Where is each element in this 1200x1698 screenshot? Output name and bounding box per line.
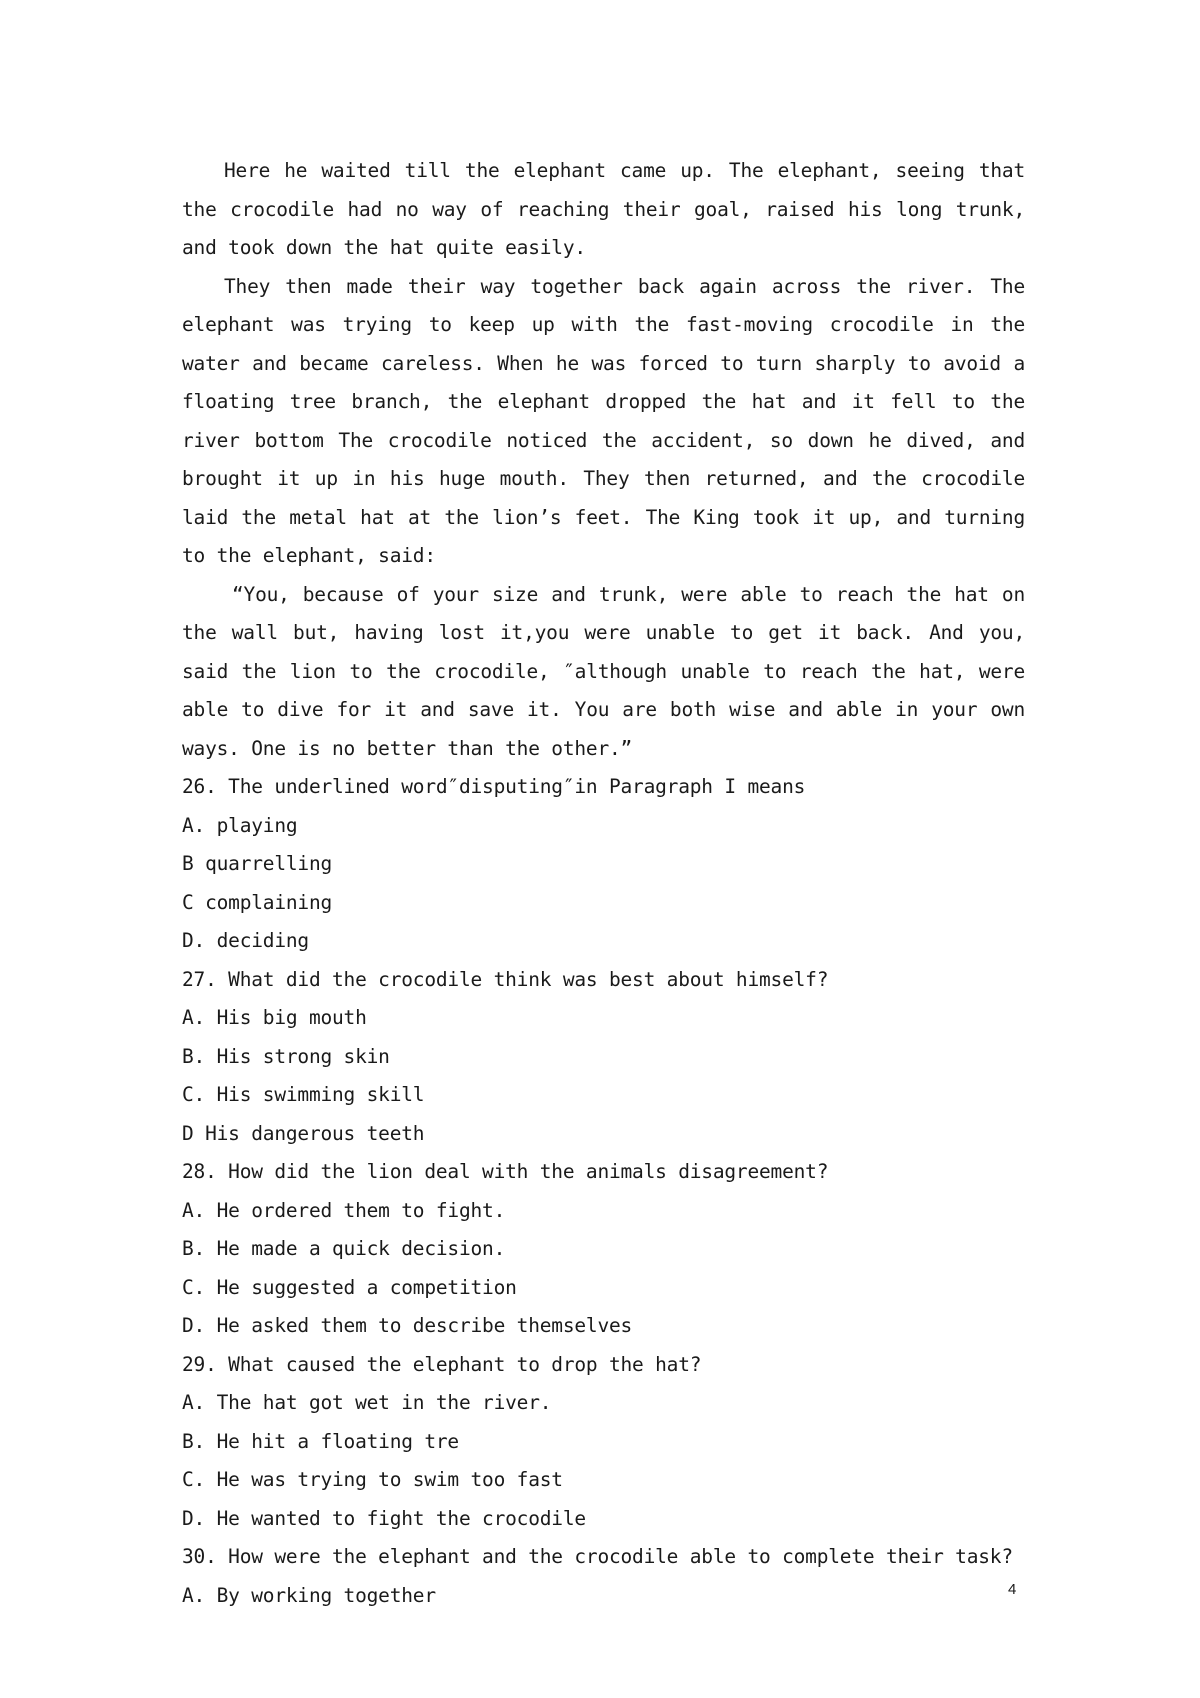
answer-option: D. He wanted to fight the crocodile (182, 1506, 586, 1530)
answer-option: C complaining (182, 890, 333, 914)
answer-option: C. He suggested a competition (182, 1275, 517, 1299)
question-30 (182, 1538, 1025, 1615)
answer-option: D. deciding (182, 929, 309, 952)
answer-option: B quarrelling (182, 852, 333, 875)
answer-option: D. He asked them to describe themselves (182, 1314, 633, 1337)
answer-option: A. His big mouth (182, 1006, 367, 1029)
question-stem: 27. What did the crocodile think was best about himself? (182, 967, 829, 991)
question-27 (182, 961, 1025, 1154)
answer-option: A. The hat got wet in the river. (182, 1391, 552, 1414)
answer-option: B. He made a quick decision. (182, 1237, 506, 1260)
answer-option: A. He ordered them to fight. (182, 1198, 506, 1222)
question-stem: 29. What caused the elephant to drop the hat? (182, 1352, 702, 1376)
question-29 (182, 1346, 1025, 1539)
question-stem: 28. How did the lion deal with the animals disagreement? (182, 1160, 829, 1183)
story-paragraph-2: They then made their way together back again across the river. The elephant was trying to keep up with the fast-moving crocodile in the water and became careless. When he was forced to turn sharply to avoid a floating tree branch, the elephant dropped the hat and it fell to the river bottom The crocodile noticed the accident, so down he dived, and brought it up in his huge mouth. They then returned, and the crocodile laid the metal hat at the lion’s feet. The King took it up, and turning to the elephant, said: (182, 274, 1025, 567)
answer-option: D His dangerous teeth (182, 1121, 425, 1145)
question-28 (182, 1153, 1025, 1346)
page-content (182, 152, 1025, 1615)
question-stem: 26. The underlined word″disputing″in Paragraph I means (182, 775, 806, 798)
question-26 (182, 768, 1025, 961)
story-paragraph-1: Here he waited till the elephant came up. The elephant, seeing that the crocodile had no way of reaching their goal, raised his long trunk, and took down the hat quite easily. (182, 159, 1025, 259)
answer-option: B. His strong skin (182, 1044, 390, 1068)
answer-option: C. He was trying to swim too fast (182, 1468, 563, 1491)
answer-option: C. His swimming skill (182, 1083, 425, 1106)
answer-option: A. By working together (182, 1583, 436, 1607)
question-stem: 30. How were the elephant and the crocodile able to complete their task? (182, 1545, 1013, 1568)
answer-option: A. playing (182, 813, 298, 837)
answer-option: B. He hit a floating tre (182, 1429, 459, 1453)
page-number: 4 (1008, 1581, 1017, 1598)
story-paragraph-3: “You, because of your size and trunk, were able to reach the hat on the wall but, having lost it,you were unable to get it back. And you, said the lion to the crocodile, ″although unable to reach the hat, were able to dive for it and save it. You are both wise and able in your own ways. One is no better than the other.” (182, 582, 1025, 760)
